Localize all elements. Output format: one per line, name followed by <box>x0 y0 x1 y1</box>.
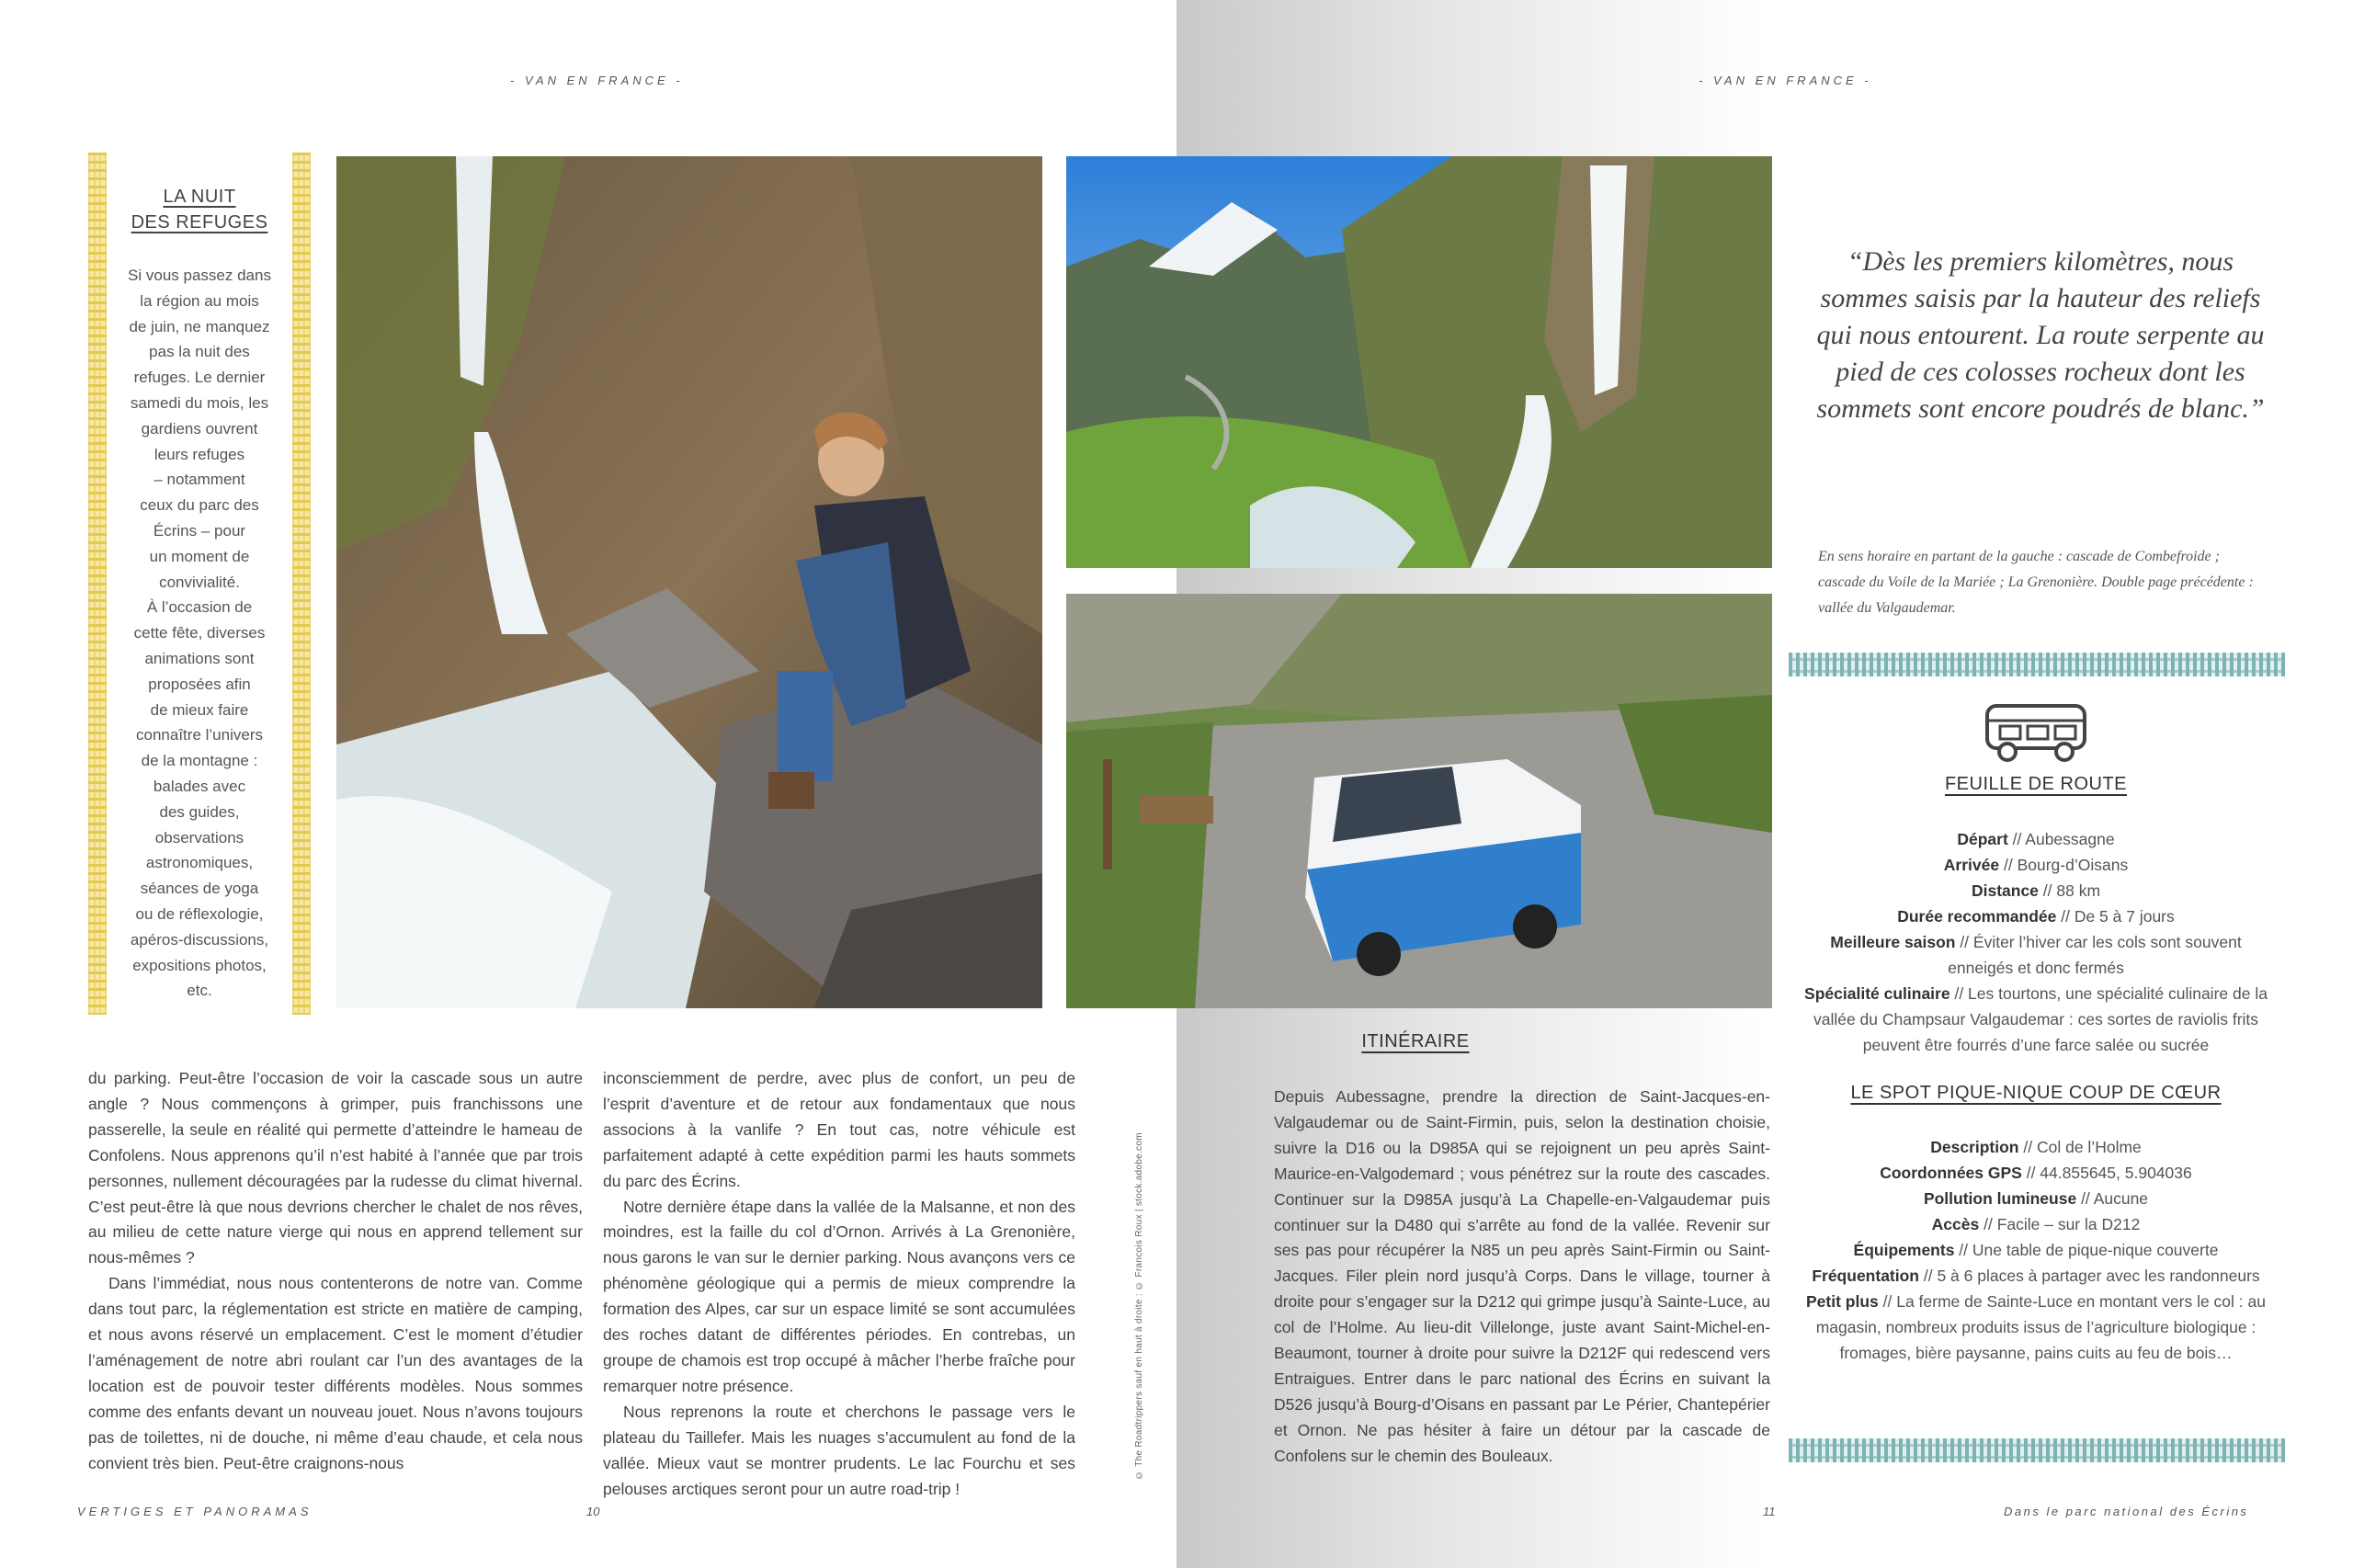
left-page-number: 10 <box>586 1505 600 1518</box>
info-separator: // <box>2076 1189 2094 1208</box>
picnic-title: LE SPOT PIQUE-NIQUE COUP DE CŒUR <box>1850 1083 2222 1103</box>
sidebar-line: – notamment <box>153 471 245 489</box>
info-row <box>1802 981 2270 1058</box>
info-label: Pollution lumineuse <box>1923 1189 2077 1208</box>
sidebar-line: astronomiques, <box>145 854 254 872</box>
sidebar-text <box>110 263 289 1004</box>
info-separator: // <box>2021 1164 2040 1182</box>
info-label: Arrivée <box>1943 856 2000 874</box>
sidebar-line: observations <box>154 828 244 846</box>
sidebar-box <box>110 184 289 1004</box>
decorative-band-top <box>1789 653 2285 676</box>
info-separator: // <box>1878 1292 1897 1311</box>
info-separator: // <box>2038 881 2057 900</box>
info-label: Durée recommandée <box>1897 907 2057 926</box>
photo-credit: © The Roadtrippers sauf en haut à droite : © Francois Roux | stock.adobe.com <box>1134 1132 1144 1480</box>
sidebar-line: connaître l’univers <box>136 726 263 744</box>
paragraph: Notre dernière étape dans la vallée de la Malsanne, et non des moindres, est la faille du col d’Ornon. Arrivés à La Grenonière, nous garons le van sur le dernier parking. Nous avançons vers ce phénomène géologique qui a permis de mieux comprendre la formation des Alpes, car sur un espace limité se sont accumulées des roches datant de différentes périodes. En contrebas, un groupe de chamois est trop occupé à mâcher l’herbe fraîche pour remarquer notre présence. <box>603 1197 1075 1395</box>
roadbook-title: FEUILLE DE ROUTE <box>1944 774 2128 794</box>
sidebar-line: des guides, <box>159 802 240 821</box>
sidebar-line: Si vous passez dans <box>128 267 271 284</box>
info-value: Facile – sur la D212 <box>1996 1215 2141 1233</box>
sidebar-line: refuges. Le dernier <box>133 369 266 387</box>
info-row <box>1802 1263 2270 1289</box>
sidebar-line: leurs refuges <box>153 445 245 463</box>
info-value: Les tourtons, une spécialité culinaire de la vallée du Champsaur Valgaudemar : ces sortes de raviolis frits peuvent être fourrés d’une farce salée ou sucrée <box>1813 984 2268 1054</box>
info-separator: // <box>1919 1267 1938 1285</box>
sidebar-line: animations sont <box>144 649 255 667</box>
sidebar-line: de juin, ne manquez <box>129 317 270 335</box>
info-value: De 5 à 7 jours <box>2074 907 2175 926</box>
info-label: Description <box>1930 1138 2019 1156</box>
left-footer: VERTIGES ET PANORAMAS <box>77 1505 313 1518</box>
info-value: 88 km <box>2056 881 2101 900</box>
paragraph: Nous reprenons la route et cherchons le passage vers le plateau du Taillefer. Mais les nuages s’accumulent au fond de la vallée. Mieux vaut se montrer prudents. Le lac Fourchu et ses pelouses arctiques seront pour un autre road-trip ! <box>603 1402 1075 1498</box>
paragraph: inconsciemment de perdre, avec plus de confort, un peu de l’esprit d’aventure et de retour aux fondamentaux que nous associons à la vanlife ? En tout cas, notre véhicule est parfaitement adapté à cette expédition parmi les hauts sommets du parc des Écrins. <box>603 1069 1075 1190</box>
info-separator: // <box>2007 830 2026 848</box>
sidebar-line: etc. <box>187 982 212 1000</box>
info-row <box>1802 826 2270 852</box>
photo-caption: En sens horaire en partant de la gauche : cascade de Combefroide ; cascade du Voile de la Mariée ; La Grenonière. Double page précédente : vallée du Valgaudemar. <box>1818 549 2254 616</box>
sidebar-line: proposées afin <box>148 675 251 693</box>
sidebar-line: ceux du parc des <box>140 496 259 515</box>
info-row <box>1802 1186 2270 1211</box>
info-label: Spécialité culinaire <box>1804 984 1950 1003</box>
info-label: Meilleure saison <box>1830 933 1956 951</box>
sidebar-border-left <box>88 153 107 1015</box>
info-row <box>1802 1237 2270 1263</box>
info-value: Col de l’Holme <box>2036 1138 2142 1156</box>
sidebar-line: convivialité. <box>159 573 240 591</box>
info-row <box>1802 903 2270 929</box>
picnic-list <box>1802 1134 2270 1366</box>
info-label: Départ <box>1957 830 2008 848</box>
paragraph: du parking. Peut-être l’occasion de voir la cascade sous un autre angle ? Nous commençons à grimper, puis franchissons une passerelle, la seule en réalité qui permette d’atteindre le hameau de Confolens. Nous apprenons qu’il n’est habité à l’année que par trois personnes, nullement découragées par la rudesse du climat hivernal. C’est peut-être là que nous devrions chercher le chalet de nos rêves, au milieu de cette nature vierge qui nous en apprend tellement sur nous-mêmes ? <box>88 1069 583 1267</box>
running-head-right: - VAN EN FRANCE - <box>1699 74 1872 87</box>
sidebar-line: un moment de <box>149 547 250 565</box>
info-value: Éviter l’hiver car les cols sont souvent enneigés et donc fermés <box>1948 933 2242 977</box>
info-label: Accès <box>1931 1215 1980 1233</box>
roadbook-list <box>1802 826 2270 1058</box>
sidebar-line: Écrins – pour <box>153 521 246 540</box>
info-value: Aucune <box>2093 1189 2149 1208</box>
info-separator: // <box>2056 907 2075 926</box>
info-row <box>1802 852 2270 878</box>
info-label: Distance <box>1971 881 2039 900</box>
photo-woman-waterfall <box>336 156 1042 1008</box>
info-label: Fréquentation <box>1812 1267 1919 1285</box>
info-separator: // <box>1954 1241 1972 1259</box>
running-head-left: - VAN EN FRANCE - <box>510 74 684 87</box>
sidebar-line: cette fête, diverses <box>133 624 266 642</box>
sidebar-line: samedi du mois, les <box>130 393 269 412</box>
sidebar-line: À l’occasion de <box>146 598 253 617</box>
info-value: Une table de pique-nique couverte <box>1972 1241 2219 1259</box>
info-separator: // <box>2018 1138 2037 1156</box>
left-column-1 <box>88 1066 583 1477</box>
sidebar-line: pas la nuit des <box>149 343 250 361</box>
right-page-number: 11 <box>1763 1505 1776 1518</box>
info-label: Équipements <box>1853 1241 1955 1259</box>
sidebar-border-right <box>292 153 311 1015</box>
sidebar-title: LA NUIT DES REFUGES <box>131 187 268 233</box>
info-row <box>1802 878 2270 903</box>
sidebar-line: de mieux faire <box>150 700 249 719</box>
info-value: La ferme de Sainte-Luce en montant vers le col : au magasin, nombreux produits issus de l’agriculture biologique : fromages, bière paysanne, pains cuits au feu de bois… <box>1815 1292 2266 1362</box>
sidebar-line: apéros-discussions, <box>130 930 269 949</box>
right-footer: Dans le parc national des Écrins <box>2004 1505 2249 1518</box>
van-icon <box>1976 700 2096 765</box>
info-value: 44.855645, 5.904036 <box>2040 1164 2192 1182</box>
info-value: Bourg-d’Oisans <box>2017 856 2129 874</box>
sidebar-line: séances de yoga <box>140 880 259 898</box>
info-row <box>1802 1289 2270 1366</box>
pull-quote: “Dès les premiers kilomètres, nous sommes saisis par la hauteur des reliefs qui nous entourent. La route serpente au pied de ces colosses rocheux dont les sommets sont encore poudrés de blanc.” <box>1816 246 2265 424</box>
itinerary-title: ITINÉRAIRE <box>1361 1031 1470 1051</box>
info-separator: // <box>1955 933 1973 951</box>
decorative-band-bottom <box>1789 1438 2285 1462</box>
info-value: Aubessagne <box>2025 830 2115 848</box>
info-row <box>1802 929 2270 981</box>
info-label: Coordonnées GPS <box>1880 1164 2022 1182</box>
info-value: 5 à 6 places à partager avec les randonneurs <box>1937 1267 2260 1285</box>
sidebar-line: balades avec <box>153 777 246 795</box>
sidebar-line: de la montagne : <box>141 752 258 770</box>
info-label: Petit plus <box>1806 1292 1879 1311</box>
sidebar-line: ou de réflexologie, <box>135 904 264 923</box>
photo-valley-waterfall <box>1066 156 1772 568</box>
info-separator: // <box>1949 984 1969 1003</box>
info-row <box>1802 1134 2270 1160</box>
itinerary-text: Depuis Aubessagne, prendre la direction de Saint-Jacques-en-Valgaudemar ou de Saint-Firmin, puis, selon la destination choisie, suivre la D16 ou la D985A qui se rejoignent un peu après Saint-Maurice-en-Valgodemard ; vous pénétrez sur la route des cascades. Continuer sur la D985A jusqu’à La Chapelle-en-Valgaudemar puis continuer sur la D480 qui s’arrête au fond de la vallée. Revenir sur ses pas pour récupérer la N85 un peu après Saint-Firmin ou Saint-Jacques. Filer plein nord jusqu’à Corps. Dans le village, tourner à droite pour s’engager sur la D212 qui grimpe jusqu’à Sainte-Luce, au col de l’Holme. Au lieu-dit Villelonge, juste avant Saint-Michel-en-Beaumont, tourner à droite pour suivre la D212F qui redescend vers Entraigues. Entrer dans le parc national des Écrins en suivant la D526 jusqu’à Bourg-d’Oisans en passant par Le Périer, Chantepérier et Ornon. Ne pas hésiter à faire un détour par la cascade de Confolens sur le chemin des Bouleaux. <box>1274 1087 1770 1465</box>
info-row <box>1802 1160 2270 1186</box>
paragraph: Dans l’immédiat, nous nous contenterons de notre van. Comme dans tout parc, la réglementation est stricte en matière de camping, et nous avons réservé un emplacement. C’est le moment d’étudier l’aménagement de notre abri roulant car l’un des avantages de la location est de pouvoir tester différents modèles. Nous sommes comme des enfants devant un nouveau jouet. Nous n’avons toujours pas de toilettes, ni de douche, ni même d’eau chaude, et cela nous convient très bien. Peut-être craignons-nous <box>88 1274 583 1472</box>
photo-van-parking <box>1066 594 1772 1008</box>
sidebar-line: la région au mois <box>140 291 259 310</box>
info-separator: // <box>1999 856 2018 874</box>
sidebar-line: gardiens ouvrent <box>141 419 258 437</box>
info-separator: // <box>1979 1215 1997 1233</box>
left-column-2 <box>603 1066 1075 1502</box>
info-row <box>1802 1211 2270 1237</box>
sidebar-line: expositions photos, <box>132 956 267 974</box>
